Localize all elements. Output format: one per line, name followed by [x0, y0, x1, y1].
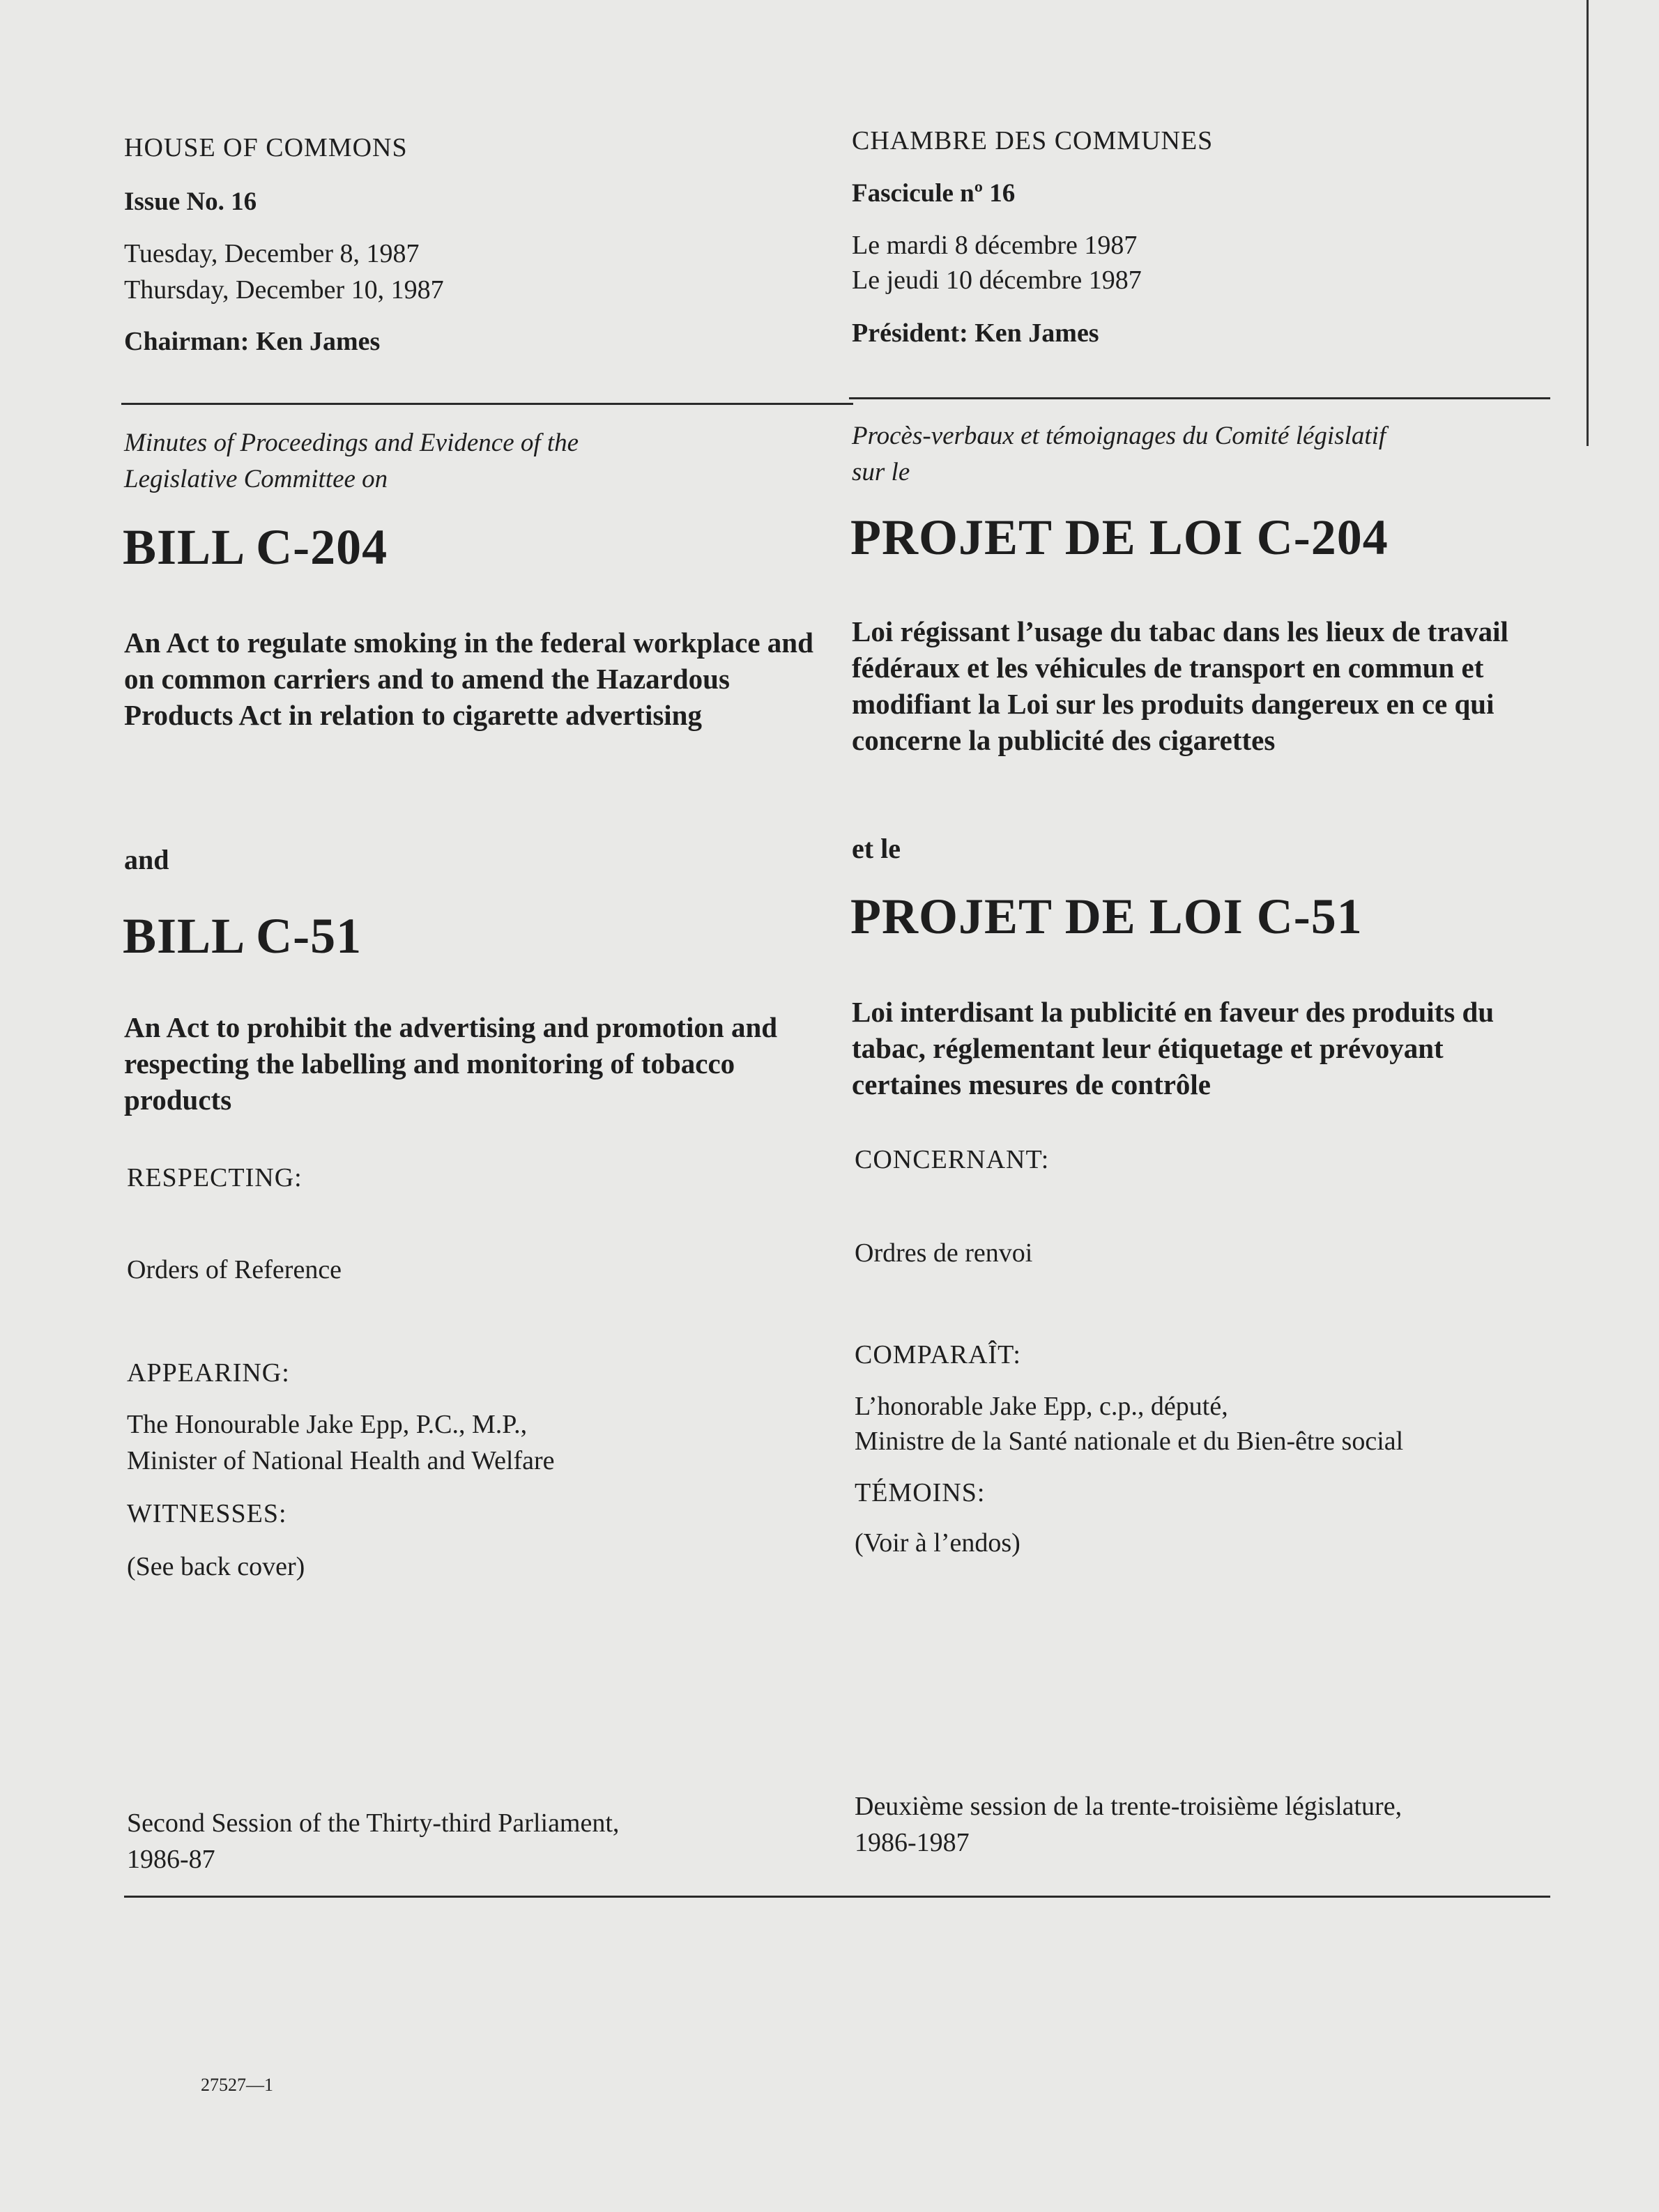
proces-verbaux-line-1: Procès-verbaux et témoignages du Comité législatif — [852, 422, 1386, 450]
projet-de-loi-c51-description: Loi interdisant la publicité en faveur des produits du tabac, réglementant leur étiquetage et prévoyant certaines mesures de contrôle — [852, 996, 1494, 1100]
minister-name: The Honourable Jake Epp, P.C., M.P., — [127, 1410, 528, 1439]
bill-c204-title: BILL C-204 — [123, 519, 388, 575]
header-rule-left — [121, 403, 853, 405]
see-back-cover: (See back cover) — [127, 1552, 305, 1581]
projet-de-loi-c51-title: PROJET DE LOI C-51 — [850, 889, 1363, 944]
bill-c51-title: BILL C-51 — [123, 908, 362, 964]
bill-c51-description: An Act to prohibit the advertising and promotion and respecting the labelling and monitoring of tobacco products — [124, 1011, 778, 1116]
chambre-des-communes-heading: CHAMBRE DES COMMUNES — [852, 126, 1214, 155]
issue-number: Issue No. 16 — [124, 187, 257, 216]
projet-de-loi-c204-description: Loi régissant l’usage du tabac dans les lieux de travail fédéraux et les véhicules de transport en commun et modifiant la Loi sur les produits dangereux en ce qui concerne la publicité des cigarettes — [852, 615, 1508, 756]
appearing-heading: APPEARING: — [127, 1358, 290, 1388]
concernant-heading: CONCERNANT: — [855, 1145, 1050, 1174]
date-mardi: Le mardi 8 décembre 1987 — [852, 231, 1138, 260]
respecting-heading: RESPECTING: — [127, 1163, 303, 1192]
footer-rule — [124, 1896, 1550, 1898]
orders-of-reference: Orders of Reference — [127, 1255, 342, 1284]
chairman: Chairman: Ken James — [124, 327, 381, 356]
et-le-connector: et le — [852, 833, 901, 864]
president: Président: Ken James — [852, 318, 1099, 348]
session-fr-line-2: 1986-1987 — [855, 1828, 970, 1857]
session-line-1: Second Session of the Thirty-third Parliament, — [127, 1808, 620, 1838]
bill-c204-description: An Act to regulate smoking in the federal workplace and on common carriers and to amend the Hazardous Products Act in relation to cigarette advertising — [124, 627, 813, 731]
page-edge-line — [1587, 0, 1589, 446]
page-code: 27527—1 — [201, 2075, 273, 2095]
minutes-line-2: Legislative Committee on — [124, 465, 388, 493]
fascicule-number: Fascicule nº 16 — [852, 179, 1016, 208]
ministre-title: Ministre de la Santé nationale et du Bien-être social — [855, 1427, 1404, 1456]
ordres-de-renvoi: Ordres de renvoi — [855, 1238, 1033, 1268]
date-jeudi: Le jeudi 10 décembre 1987 — [852, 266, 1142, 295]
house-of-commons-heading: HOUSE OF COMMONS — [124, 133, 408, 162]
ministre-name: L’honorable Jake Epp, c.p., député, — [855, 1392, 1228, 1421]
comparait-heading: COMPARAÎT: — [855, 1340, 1021, 1369]
session-fr-line-1: Deuxième session de la trente-troisième législature, — [855, 1792, 1402, 1821]
date-thursday: Thursday, December 10, 1987 — [124, 275, 444, 305]
projet-de-loi-c204-title: PROJET DE LOI C-204 — [850, 509, 1389, 565]
session-line-2: 1986-87 — [127, 1845, 215, 1874]
date-tuesday: Tuesday, December 8, 1987 — [124, 239, 420, 268]
minutes-line-1: Minutes of Proceedings and Evidence of the — [124, 429, 579, 457]
proces-verbaux-line-2: sur le — [852, 458, 910, 486]
temoins-heading: TÉMOINS: — [855, 1478, 986, 1507]
witnesses-heading: WITNESSES: — [127, 1499, 287, 1528]
and-connector: and — [124, 844, 169, 875]
voir-a-l-endos: (Voir à l’endos) — [855, 1528, 1020, 1558]
header-rule-right — [849, 397, 1550, 399]
minister-title: Minister of National Health and Welfare — [127, 1446, 555, 1475]
